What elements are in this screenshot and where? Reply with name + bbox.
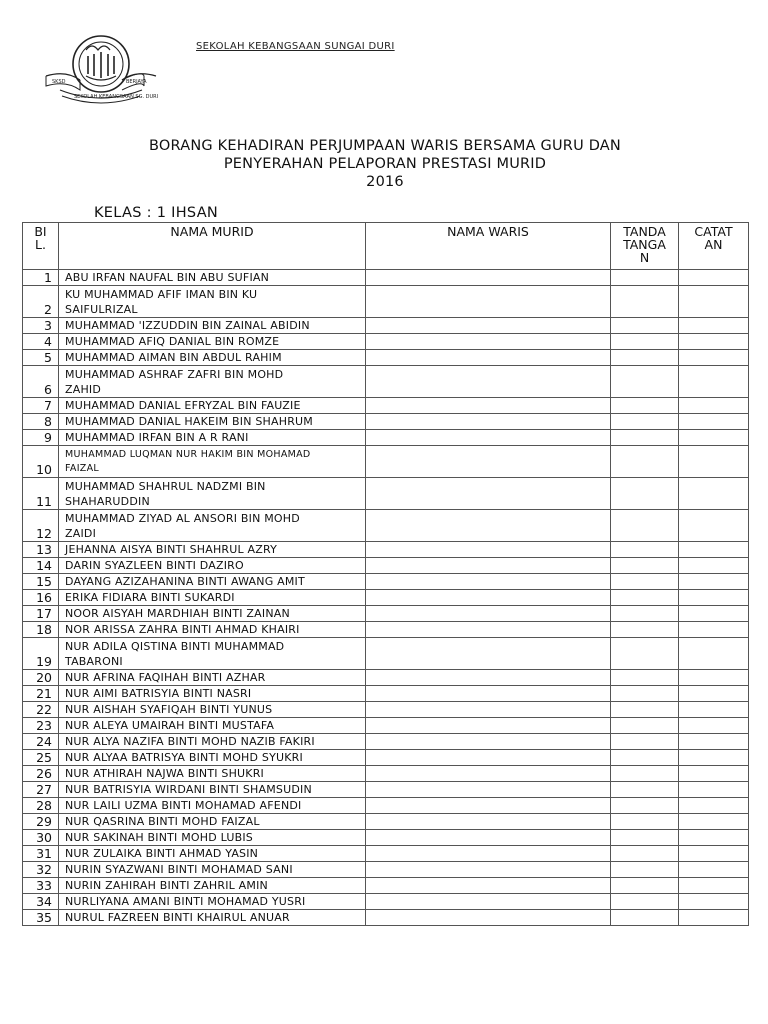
student-name-line: MUHAMMAD DANIAL HAKEIM BIN SHAHRUM	[65, 415, 313, 428]
student-name-line: MUHAMMAD AIMAN BIN ABDUL RAHIM	[65, 351, 282, 364]
table-row	[23, 878, 749, 894]
notes-cell[interactable]	[679, 894, 749, 910]
signature-cell[interactable]	[611, 734, 679, 750]
parent-name-cell[interactable]	[366, 734, 611, 750]
table-row	[23, 350, 749, 366]
table-row	[23, 670, 749, 686]
student-name	[59, 766, 366, 782]
student-name	[59, 750, 366, 766]
signature-cell[interactable]	[611, 638, 679, 670]
row-number: 1	[23, 270, 59, 286]
signature-cell[interactable]	[611, 910, 679, 926]
parent-name-cell[interactable]	[366, 446, 611, 478]
notes-cell[interactable]	[679, 718, 749, 734]
row-number: 29	[23, 814, 59, 830]
row-number: 12	[23, 510, 59, 542]
parent-name-cell[interactable]	[366, 910, 611, 926]
notes-cell[interactable]	[679, 622, 749, 638]
student-name	[59, 734, 366, 750]
student-name-line: MUHAMMAD AFIQ DANIAL BIN ROMZE	[65, 335, 280, 348]
parent-name-cell[interactable]	[366, 318, 611, 334]
signature-cell[interactable]	[611, 574, 679, 590]
row-number: 24	[23, 734, 59, 750]
attendance-table	[22, 222, 749, 926]
notes-cell[interactable]	[679, 414, 749, 430]
table-row	[23, 270, 749, 286]
notes-cell[interactable]	[679, 782, 749, 798]
student-name-line: NUR AIMI BATRISYIA BINTI NASRI	[65, 687, 252, 700]
class-label: KELAS : 1 IHSAN	[94, 205, 219, 221]
row-number: 25	[23, 750, 59, 766]
student-name	[59, 510, 366, 542]
signature-cell[interactable]	[611, 894, 679, 910]
notes-cell[interactable]	[679, 862, 749, 878]
notes-cell[interactable]	[679, 590, 749, 606]
row-number: 35	[23, 910, 59, 926]
row-number: 28	[23, 798, 59, 814]
signature-cell[interactable]	[611, 318, 679, 334]
notes-cell[interactable]	[679, 606, 749, 622]
notes-cell[interactable]	[679, 846, 749, 862]
student-name	[59, 590, 366, 606]
signature-cell[interactable]	[611, 878, 679, 894]
parent-name-cell[interactable]	[366, 574, 611, 590]
student-name	[59, 446, 366, 478]
table-row	[23, 606, 749, 622]
school-logo	[40, 30, 159, 108]
table-row	[23, 830, 749, 846]
notes-cell[interactable]	[679, 350, 749, 366]
table-row	[23, 286, 749, 318]
row-number: 23	[23, 718, 59, 734]
student-name-line: NUR ATHIRAH NAJWA BINTI SHUKRI	[65, 767, 264, 780]
parent-name-cell[interactable]	[366, 286, 611, 318]
parent-name-cell[interactable]	[366, 702, 611, 718]
row-number: 8	[23, 414, 59, 430]
signature-cell[interactable]	[611, 686, 679, 702]
table-row	[23, 798, 749, 814]
notes-cell[interactable]	[679, 798, 749, 814]
student-name	[59, 558, 366, 574]
student-name-line: MUHAMMAD DANIAL EFRYZAL BIN FAUZIE	[65, 399, 301, 412]
student-name-line: NOR ARISSA ZAHRA BINTI AHMAD KHAIRI	[65, 623, 300, 636]
parent-name-cell[interactable]	[366, 718, 611, 734]
student-name	[59, 718, 366, 734]
header-nama-waris: NAMA WARIS	[366, 223, 611, 270]
notes-cell[interactable]	[679, 398, 749, 414]
header-bil: BI L.	[23, 223, 59, 270]
row-number: 20	[23, 670, 59, 686]
row-number: 13	[23, 542, 59, 558]
row-number: 7	[23, 398, 59, 414]
notes-cell[interactable]	[679, 670, 749, 686]
table-header-row	[23, 223, 749, 270]
table-row	[23, 718, 749, 734]
signature-cell[interactable]	[611, 558, 679, 574]
row-number: 33	[23, 878, 59, 894]
row-number: 32	[23, 862, 59, 878]
svg-text:SKSD: SKSD	[52, 79, 66, 85]
notes-cell[interactable]	[679, 814, 749, 830]
row-number: 9	[23, 430, 59, 446]
signature-cell[interactable]	[611, 366, 679, 398]
student-name	[59, 414, 366, 430]
student-name-line: NUR ZULAIKA BINTI AHMAD YASIN	[65, 847, 259, 860]
notes-cell[interactable]	[679, 270, 749, 286]
row-number: 5	[23, 350, 59, 366]
parent-name-cell[interactable]	[366, 270, 611, 286]
row-number: 31	[23, 846, 59, 862]
student-name-line: NUR ALEYA UMAIRAH BINTI MUSTAFA	[65, 719, 275, 732]
student-name-line: MUHAMMAD ZIYAD AL ANSORI BIN MOHD	[65, 511, 300, 525]
row-number: 34	[23, 894, 59, 910]
row-number: 19	[23, 638, 59, 670]
parent-name-cell[interactable]	[366, 686, 611, 702]
table-row	[23, 862, 749, 878]
student-name-line: NUR ADILA QISTINA BINTI MUHAMMAD	[65, 639, 285, 653]
notes-cell[interactable]	[679, 558, 749, 574]
notes-cell[interactable]	[679, 510, 749, 542]
student-name-line: DAYANG AZIZAHANINA BINTI AWANG AMIT	[65, 575, 305, 588]
row-number: 17	[23, 606, 59, 622]
table-row	[23, 638, 749, 670]
notes-cell[interactable]	[679, 430, 749, 446]
parent-name-cell[interactable]	[366, 798, 611, 814]
parent-name-cell[interactable]	[366, 414, 611, 430]
student-name	[59, 670, 366, 686]
signature-cell[interactable]	[611, 798, 679, 814]
notes-cell[interactable]	[679, 286, 749, 318]
signature-cell[interactable]	[611, 446, 679, 478]
signature-cell[interactable]	[611, 830, 679, 846]
student-name-line: ERIKA FIDIARA BINTI SUKARDI	[65, 591, 235, 604]
parent-name-cell[interactable]	[366, 894, 611, 910]
student-name-line: NOOR AISYAH MARDHIAH BINTI ZAINAN	[65, 607, 290, 620]
student-name-line: NURIN ZAHIRAH BINTI ZAHRIL AMIN	[65, 879, 268, 892]
student-name-line: ABU IRFAN NAUFAL BIN ABU SUFIAN	[65, 271, 270, 284]
student-name-line: MUHAMMAD 'IZZUDDIN BIN ZAINAL ABIDIN	[65, 319, 310, 332]
table-row	[23, 414, 749, 430]
student-name	[59, 398, 366, 414]
notes-cell[interactable]	[679, 878, 749, 894]
form-title-line-1: BORANG KEHADIRAN PERJUMPAAN WARIS BERSAMA GURU DAN	[149, 138, 621, 154]
signature-cell[interactable]	[611, 622, 679, 638]
student-name	[59, 334, 366, 350]
student-name	[59, 782, 366, 798]
table-row	[23, 478, 749, 510]
row-number: 21	[23, 686, 59, 702]
student-name	[59, 542, 366, 558]
student-name	[59, 846, 366, 862]
svg-text:BERJAYA: BERJAYA	[126, 79, 147, 85]
svg-text:SEKOLAH KEBANGSAAN SG. DURI: SEKOLAH KEBANGSAAN SG. DURI	[74, 94, 159, 100]
signature-cell[interactable]	[611, 750, 679, 766]
signature-cell[interactable]	[611, 606, 679, 622]
signature-cell[interactable]	[611, 414, 679, 430]
student-name-line: MUHAMMAD LUQMAN NUR HAKIM BIN MOHAMAD	[65, 448, 311, 460]
signature-cell[interactable]	[611, 718, 679, 734]
signature-cell[interactable]	[611, 270, 679, 286]
student-name-line: NUR SAKINAH BINTI MOHD LUBIS	[65, 831, 253, 844]
student-name-line: JEHANNA AISYA BINTI SHAHRUL AZRY	[65, 543, 278, 556]
header-catatan: CATAT AN	[679, 223, 749, 270]
table-row	[23, 318, 749, 334]
parent-name-cell[interactable]	[366, 622, 611, 638]
student-name	[59, 894, 366, 910]
form-title-line-2: PENYERAHAN PELAPORAN PRESTASI MURID	[223, 156, 547, 172]
row-number: 2	[23, 286, 59, 318]
signature-cell[interactable]	[611, 766, 679, 782]
parent-name-cell[interactable]	[366, 638, 611, 670]
table-row	[23, 398, 749, 414]
student-name	[59, 830, 366, 846]
student-name-line: NUR AFRINA FAQIHAH BINTI AZHAR	[65, 671, 266, 684]
student-name	[59, 686, 366, 702]
header-nama-murid: NAMA MURID	[59, 223, 366, 270]
student-name	[59, 862, 366, 878]
signature-cell[interactable]	[611, 334, 679, 350]
notes-cell[interactable]	[679, 334, 749, 350]
table-row	[23, 702, 749, 718]
signature-cell[interactable]	[611, 478, 679, 510]
signature-cell[interactable]	[611, 590, 679, 606]
row-number: 16	[23, 590, 59, 606]
table-row	[23, 510, 749, 542]
student-name	[59, 366, 366, 398]
table-row	[23, 430, 749, 446]
parent-name-cell[interactable]	[366, 542, 611, 558]
student-name	[59, 638, 366, 670]
notes-cell[interactable]	[679, 750, 749, 766]
student-name-line: SAIFULRIZAL	[65, 302, 138, 316]
student-name-line: MUHAMMAD ASHRAF ZAFRI BIN MOHD	[65, 367, 284, 381]
parent-name-cell[interactable]	[366, 510, 611, 542]
row-number: 6	[23, 366, 59, 398]
table-row	[23, 334, 749, 350]
student-name-line: NUR ALYA NAZIFA BINTI MOHD NAZIB FAKIRI	[65, 735, 315, 748]
notes-cell[interactable]	[679, 318, 749, 334]
student-name-line: KU MUHAMMAD AFIF IMAN BIN KU	[65, 287, 258, 301]
table-row	[23, 894, 749, 910]
student-name-line: NURUL FAZREEN BINTI KHAIRUL ANUAR	[65, 911, 290, 924]
signature-cell[interactable]	[611, 430, 679, 446]
notes-cell[interactable]	[679, 478, 749, 510]
student-name	[59, 350, 366, 366]
table-row	[23, 622, 749, 638]
signature-cell[interactable]	[611, 542, 679, 558]
row-number: 18	[23, 622, 59, 638]
table-row	[23, 542, 749, 558]
row-number: 4	[23, 334, 59, 350]
student-name	[59, 478, 366, 510]
signature-cell[interactable]	[611, 350, 679, 366]
notes-cell[interactable]	[679, 366, 749, 398]
parent-name-cell[interactable]	[366, 846, 611, 862]
notes-cell[interactable]	[679, 766, 749, 782]
form-title	[40, 137, 730, 191]
student-name	[59, 814, 366, 830]
table-row	[23, 766, 749, 782]
table-row	[23, 574, 749, 590]
parent-name-cell[interactable]	[366, 430, 611, 446]
table-row	[23, 782, 749, 798]
row-number: 14	[23, 558, 59, 574]
parent-name-cell[interactable]	[366, 670, 611, 686]
notes-cell[interactable]	[679, 910, 749, 926]
signature-cell[interactable]	[611, 862, 679, 878]
parent-name-cell[interactable]	[366, 606, 611, 622]
table-row	[23, 846, 749, 862]
notes-cell[interactable]	[679, 686, 749, 702]
student-name	[59, 702, 366, 718]
student-name	[59, 318, 366, 334]
student-name-line: NURLIYANA AMANI BINTI MOHAMAD YUSRI	[65, 895, 306, 908]
student-name-line: SHAHARUDDIN	[65, 494, 150, 508]
row-number: 26	[23, 766, 59, 782]
row-number: 10	[23, 446, 59, 478]
signature-cell[interactable]	[611, 510, 679, 542]
student-name	[59, 622, 366, 638]
notes-cell[interactable]	[679, 830, 749, 846]
parent-name-cell[interactable]	[366, 782, 611, 798]
student-name	[59, 430, 366, 446]
student-name-line: NUR BATRISYIA WIRDANI BINTI SHAMSUDIN	[65, 783, 312, 796]
student-name-line: FAIZAL	[65, 462, 99, 474]
row-number: 30	[23, 830, 59, 846]
signature-cell[interactable]	[611, 398, 679, 414]
row-number: 27	[23, 782, 59, 798]
notes-cell[interactable]	[679, 638, 749, 670]
parent-name-cell[interactable]	[366, 478, 611, 510]
signature-cell[interactable]	[611, 782, 679, 798]
parent-name-cell[interactable]	[366, 590, 611, 606]
student-name-line: NUR AISHAH SYAFIQAH BINTI YUNUS	[65, 703, 273, 716]
student-name	[59, 910, 366, 926]
signature-cell[interactable]	[611, 286, 679, 318]
notes-cell[interactable]	[679, 542, 749, 558]
student-name	[59, 574, 366, 590]
student-name-line: NUR ALYAA BATRISYA BINTI MOHD SYUKRI	[65, 751, 303, 764]
form-title-year: 2016	[366, 174, 404, 190]
student-name-line: NUR LAILI UZMA BINTI MOHAMAD AFENDI	[65, 799, 302, 812]
table-row	[23, 750, 749, 766]
student-name	[59, 286, 366, 318]
parent-name-cell[interactable]	[366, 334, 611, 350]
notes-cell[interactable]	[679, 702, 749, 718]
parent-name-cell[interactable]	[366, 398, 611, 414]
table-row	[23, 686, 749, 702]
signature-cell[interactable]	[611, 702, 679, 718]
parent-name-cell[interactable]	[366, 766, 611, 782]
signature-cell[interactable]	[611, 670, 679, 686]
table-row	[23, 446, 749, 478]
table-row	[23, 814, 749, 830]
parent-name-cell[interactable]	[366, 750, 611, 766]
row-number: 3	[23, 318, 59, 334]
parent-name-cell[interactable]	[366, 814, 611, 830]
parent-name-cell[interactable]	[366, 350, 611, 366]
student-name	[59, 270, 366, 286]
student-name	[59, 798, 366, 814]
parent-name-cell[interactable]	[366, 862, 611, 878]
parent-name-cell[interactable]	[366, 558, 611, 574]
parent-name-cell[interactable]	[366, 830, 611, 846]
notes-cell[interactable]	[679, 446, 749, 478]
student-name-line: ZAHID	[65, 382, 102, 396]
row-number: 15	[23, 574, 59, 590]
parent-name-cell[interactable]	[366, 366, 611, 398]
student-name-line: MUHAMMAD IRFAN BIN A R RANI	[65, 431, 249, 444]
row-number: 22	[23, 702, 59, 718]
student-name-line: MUHAMMAD SHAHRUL NADZMI BIN	[65, 479, 266, 493]
signature-cell[interactable]	[611, 814, 679, 830]
table-row	[23, 590, 749, 606]
table-row	[23, 910, 749, 926]
table-row	[23, 366, 749, 398]
student-name-line: NURIN SYAZWANI BINTI MOHAMAD SANI	[65, 863, 293, 876]
student-name-line: ZAIDI	[65, 526, 97, 540]
parent-name-cell[interactable]	[366, 878, 611, 894]
student-name-line: DARIN SYAZLEEN BINTI DAZIRO	[65, 559, 244, 572]
table-row	[23, 734, 749, 750]
notes-cell[interactable]	[679, 734, 749, 750]
signature-cell[interactable]	[611, 846, 679, 862]
notes-cell[interactable]	[679, 574, 749, 590]
student-name-line: TABARONI	[65, 654, 123, 668]
row-number: 11	[23, 478, 59, 510]
student-name-line: NUR QASRINA BINTI MOHD FAIZAL	[65, 815, 260, 828]
student-name	[59, 878, 366, 894]
table-row	[23, 558, 749, 574]
header-tanda-tangan: TANDA TANGA N	[611, 223, 679, 270]
student-name	[59, 606, 366, 622]
school-name: SEKOLAH KEBANGSAAN SUNGAI DURI	[196, 41, 395, 52]
